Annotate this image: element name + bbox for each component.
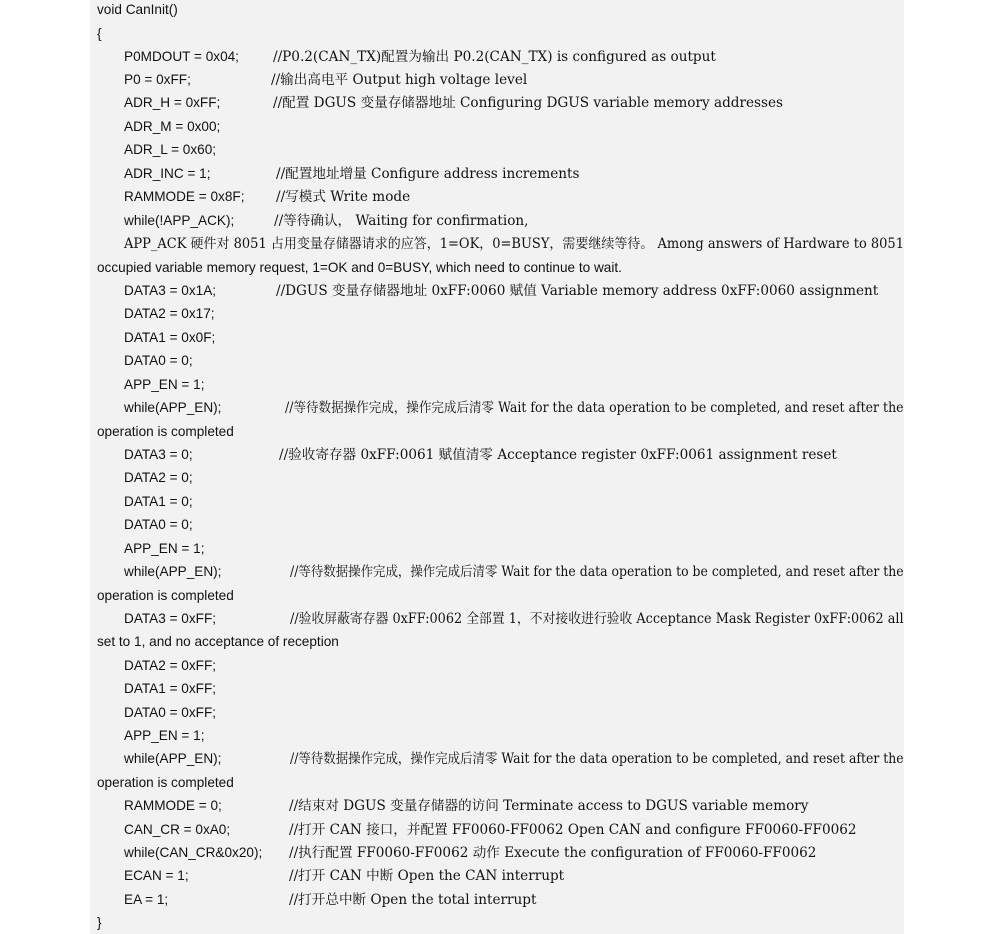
code-comment: //打开 CAN 中断 Open the CAN interrupt [289, 868, 565, 884]
code-comment: //P0.2(CAN_TX)配置为输出 P0.2(CAN_TX) is configured as output [273, 49, 716, 65]
code-line: RAMMODE = 0x8F; [124, 189, 245, 204]
code-comment: //DGUS 变量存储器地址 0xFF:0060 赋值 Variable memory address 0xFF:0060 assignment [276, 283, 879, 299]
code-comment: //等待数据操作完成，操作完成后清零 Wait for the data operation to be completed, and reset after the [285, 400, 904, 416]
code-line: APP_EN = 1; [124, 541, 205, 556]
code-comment: //配置地址增量 Configure address increments [276, 166, 580, 182]
code-comment: //输出高电平 Output high voltage level [271, 72, 528, 88]
code-line: ADR_L = 0x60; [124, 142, 217, 157]
code-line: DATA1 = 0; [124, 494, 193, 509]
code-comment: //等待数据操作完成，操作完成后清零 Wait for the data operation to be completed, and reset after the [290, 751, 904, 767]
code-line: ADR_M = 0x00; [124, 119, 221, 134]
code-line: while(APP_EN); [124, 400, 222, 415]
code-line: EA = 1; [124, 892, 169, 907]
code-line: APP_ACK 硬件对 8051 占用变量存储器请求的应答，1=OK，0=BUSY，需要继续等待。 Among answers of Hardware to 8051 [124, 236, 904, 252]
code-comment: //写模式 Write mode [276, 189, 411, 205]
open-brace: { [97, 26, 102, 41]
code-line: DATA3 = 0xFF; [124, 611, 217, 626]
code-line: APP_EN = 1; [124, 728, 205, 743]
code-comment: //等待数据操作完成，操作完成后清零 Wait for the data operation to be completed, and reset after the [290, 564, 904, 580]
code-comment: //结束对 DGUS 变量存储器的访问 Terminate access to DGUS variable memory [289, 798, 809, 814]
code-line: RAMMODE = 0; [124, 798, 222, 813]
code-line: ADR_INC = 1; [124, 166, 211, 181]
code-comment: //等待确认， Waiting for confirmation, [274, 213, 529, 229]
code-comment: //执行配置 FF0060-FF0062 动作 Execute the configuration of FF0060-FF0062 [289, 845, 817, 861]
code-line: set to 1, and no acceptance of reception [97, 634, 339, 649]
function-header: void CanInit() [97, 2, 178, 17]
code-line: P0MDOUT = 0x04; [124, 49, 239, 64]
code-line: DATA3 = 0x1A; [124, 283, 217, 298]
code-line: P0 = 0xFF; [124, 72, 191, 87]
code-line: ADR_H = 0xFF; [124, 95, 221, 110]
code-comment: //配置 DGUS 变量存储器地址 Configuring DGUS variable memory addresses [273, 95, 784, 111]
document-page [90, 0, 904, 934]
code-line: DATA1 = 0x0F; [124, 330, 216, 345]
code-line: APP_EN = 1; [124, 377, 205, 392]
code-line: ECAN = 1; [124, 868, 189, 883]
close-brace: } [97, 915, 102, 930]
code-line: DATA0 = 0; [124, 353, 193, 368]
code-line: operation is completed [97, 775, 234, 790]
code-line: DATA3 = 0; [124, 447, 193, 462]
code-line: while(!APP_ACK); [124, 213, 235, 228]
code-line: operation is completed [97, 588, 234, 603]
code-line: while(CAN_CR&0x20); [124, 845, 263, 860]
code-line: DATA2 = 0; [124, 470, 193, 485]
code-line: while(APP_EN); [124, 564, 222, 579]
code-line: DATA2 = 0x17; [124, 306, 215, 321]
code-line: DATA1 = 0xFF; [124, 681, 217, 696]
code-comment: //打开 CAN 接口，并配置 FF0060-FF0062 Open CAN and configure FF0060-FF0062 [289, 822, 857, 838]
code-line: CAN_CR = 0xA0; [124, 822, 231, 837]
code-line: DATA0 = 0; [124, 517, 193, 532]
code-line: occupied variable memory request, 1=OK and 0=BUSY, which need to continue to wait. [97, 260, 622, 275]
code-comment: //验收屏蔽寄存器 0xFF:0062 全部置 1，不对接收进行验收 Acceptance Mask Register 0xFF:0062 all [290, 611, 904, 627]
code-comment: //验收寄存器 0xFF:0061 赋值清零 Acceptance register 0xFF:0061 assignment reset [279, 447, 837, 463]
code-line: operation is completed [97, 424, 234, 439]
code-comment: //打开总中断 Open the total interrupt [289, 892, 537, 908]
code-line: while(APP_EN); [124, 751, 222, 766]
code-line: DATA0 = 0xFF; [124, 705, 217, 720]
code-line: DATA2 = 0xFF; [124, 658, 217, 673]
